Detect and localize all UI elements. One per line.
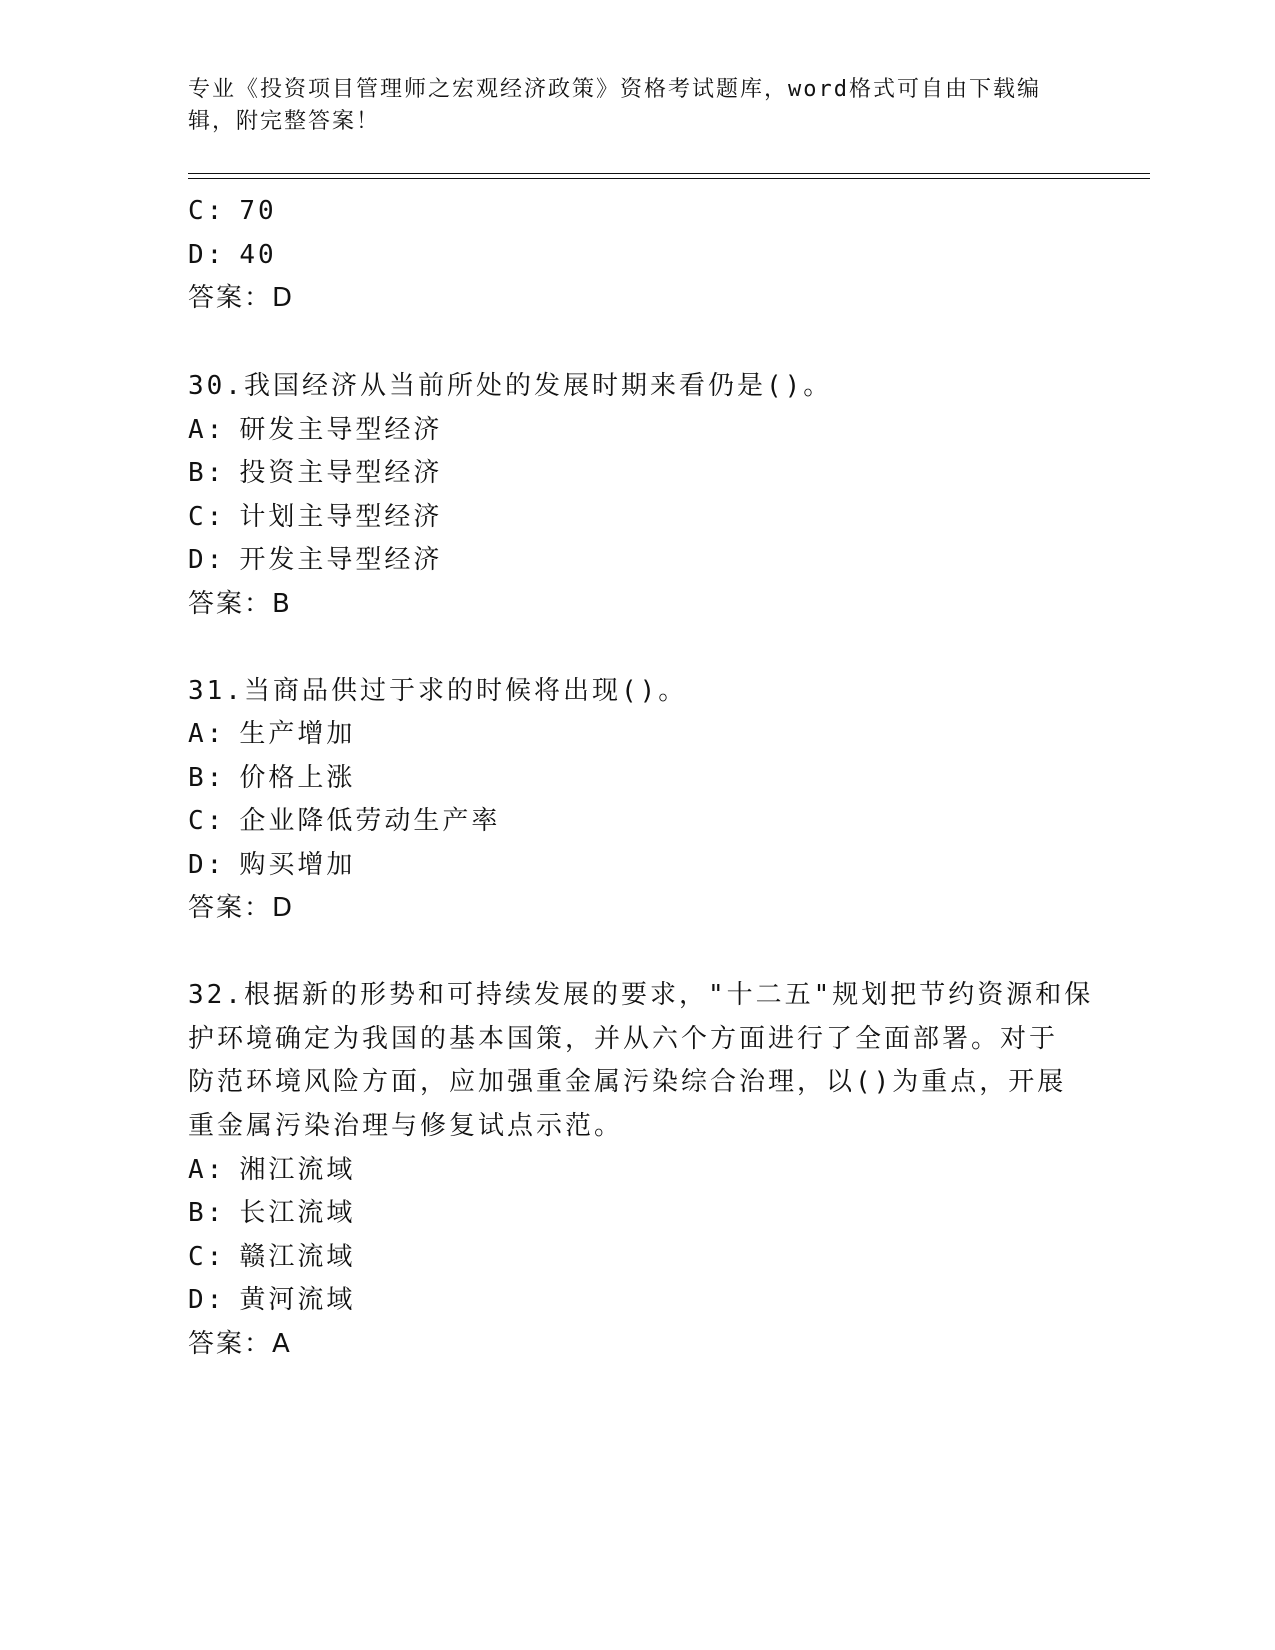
option-text: 生产增加 bbox=[239, 719, 356, 749]
option-key: C: bbox=[188, 196, 226, 226]
header-divider-bottom bbox=[188, 178, 1150, 179]
option-key: B: bbox=[188, 763, 226, 793]
question-31-option-d bbox=[188, 847, 355, 883]
question-32-option-a bbox=[188, 1152, 355, 1188]
question-30-option-b bbox=[188, 455, 442, 491]
answer-line: 答案：D bbox=[188, 283, 295, 313]
document-header-line-2: 辑，附完整答案！ bbox=[188, 109, 381, 134]
option-text: 40 bbox=[239, 240, 277, 270]
question-30-option-c bbox=[188, 499, 442, 535]
question-32-stem-line-3: 防范环境风险方面，应加强重金属污染综合治理，以()为重点，开展 bbox=[188, 1067, 1067, 1097]
question-32-option-d bbox=[188, 1282, 355, 1318]
option-text: 赣江流域 bbox=[239, 1242, 356, 1272]
option-key: B: bbox=[188, 458, 226, 488]
option-text: 黄河流域 bbox=[239, 1285, 356, 1315]
option-text: 开发主导型经济 bbox=[239, 545, 443, 575]
question-30-option-d bbox=[188, 542, 442, 578]
option-key: A: bbox=[188, 415, 226, 445]
question-30-answer: 答案：B bbox=[188, 589, 292, 619]
question-31-option-a bbox=[188, 716, 355, 752]
question-30-stem: 30.我国经济从当前所处的发展时期来看仍是()。 bbox=[188, 371, 833, 401]
question-31-option-c bbox=[188, 803, 500, 839]
option-text: 研发主导型经济 bbox=[239, 415, 443, 445]
question-32-option-b bbox=[188, 1195, 355, 1231]
option-key: D: bbox=[188, 545, 226, 575]
option-key: A: bbox=[188, 719, 226, 749]
option-key: A: bbox=[188, 1155, 226, 1185]
option-key: C: bbox=[188, 1242, 226, 1272]
question-32-answer: 答案：A bbox=[188, 1329, 292, 1359]
option-c bbox=[188, 193, 277, 229]
option-d bbox=[188, 237, 277, 273]
question-31-option-b bbox=[188, 760, 355, 796]
question-32-stem-line-4: 重金属污染治理与修复试点示范。 bbox=[188, 1111, 624, 1141]
option-key: C: bbox=[188, 806, 226, 836]
option-text: 企业降低劳动生产率 bbox=[239, 806, 501, 836]
option-text: 计划主导型经济 bbox=[239, 502, 443, 532]
question-32-stem-line-1: 32.根据新的形势和可持续发展的要求，"十二五"规划把节约资源和保 bbox=[188, 980, 1094, 1010]
question-30-option-a bbox=[188, 412, 442, 448]
option-text: 投资主导型经济 bbox=[239, 458, 443, 488]
option-text: 70 bbox=[239, 196, 277, 226]
option-key: C: bbox=[188, 502, 226, 532]
option-text: 湘江流域 bbox=[239, 1155, 356, 1185]
question-32-stem-line-2: 护环境确定为我国的基本国策，并从六个方面进行了全面部署。对于 bbox=[188, 1024, 1059, 1054]
question-32-option-c bbox=[188, 1239, 355, 1275]
option-text: 长江流域 bbox=[239, 1198, 356, 1228]
option-key: D: bbox=[188, 850, 226, 880]
option-key: D: bbox=[188, 1285, 226, 1315]
option-text: 价格上涨 bbox=[239, 763, 356, 793]
header-divider-top bbox=[188, 173, 1150, 174]
question-31-stem: 31.当商品供过于求的时候将出现()。 bbox=[188, 676, 688, 706]
option-key: D: bbox=[188, 240, 226, 270]
question-31-answer: 答案：D bbox=[188, 893, 295, 923]
option-text: 购买增加 bbox=[239, 850, 356, 880]
document-header-line-1: 专业《投资项目管理师之宏观经济政策》资格考试题库，word格式可自由下载编 bbox=[188, 77, 1041, 102]
option-key: B: bbox=[188, 1198, 226, 1228]
